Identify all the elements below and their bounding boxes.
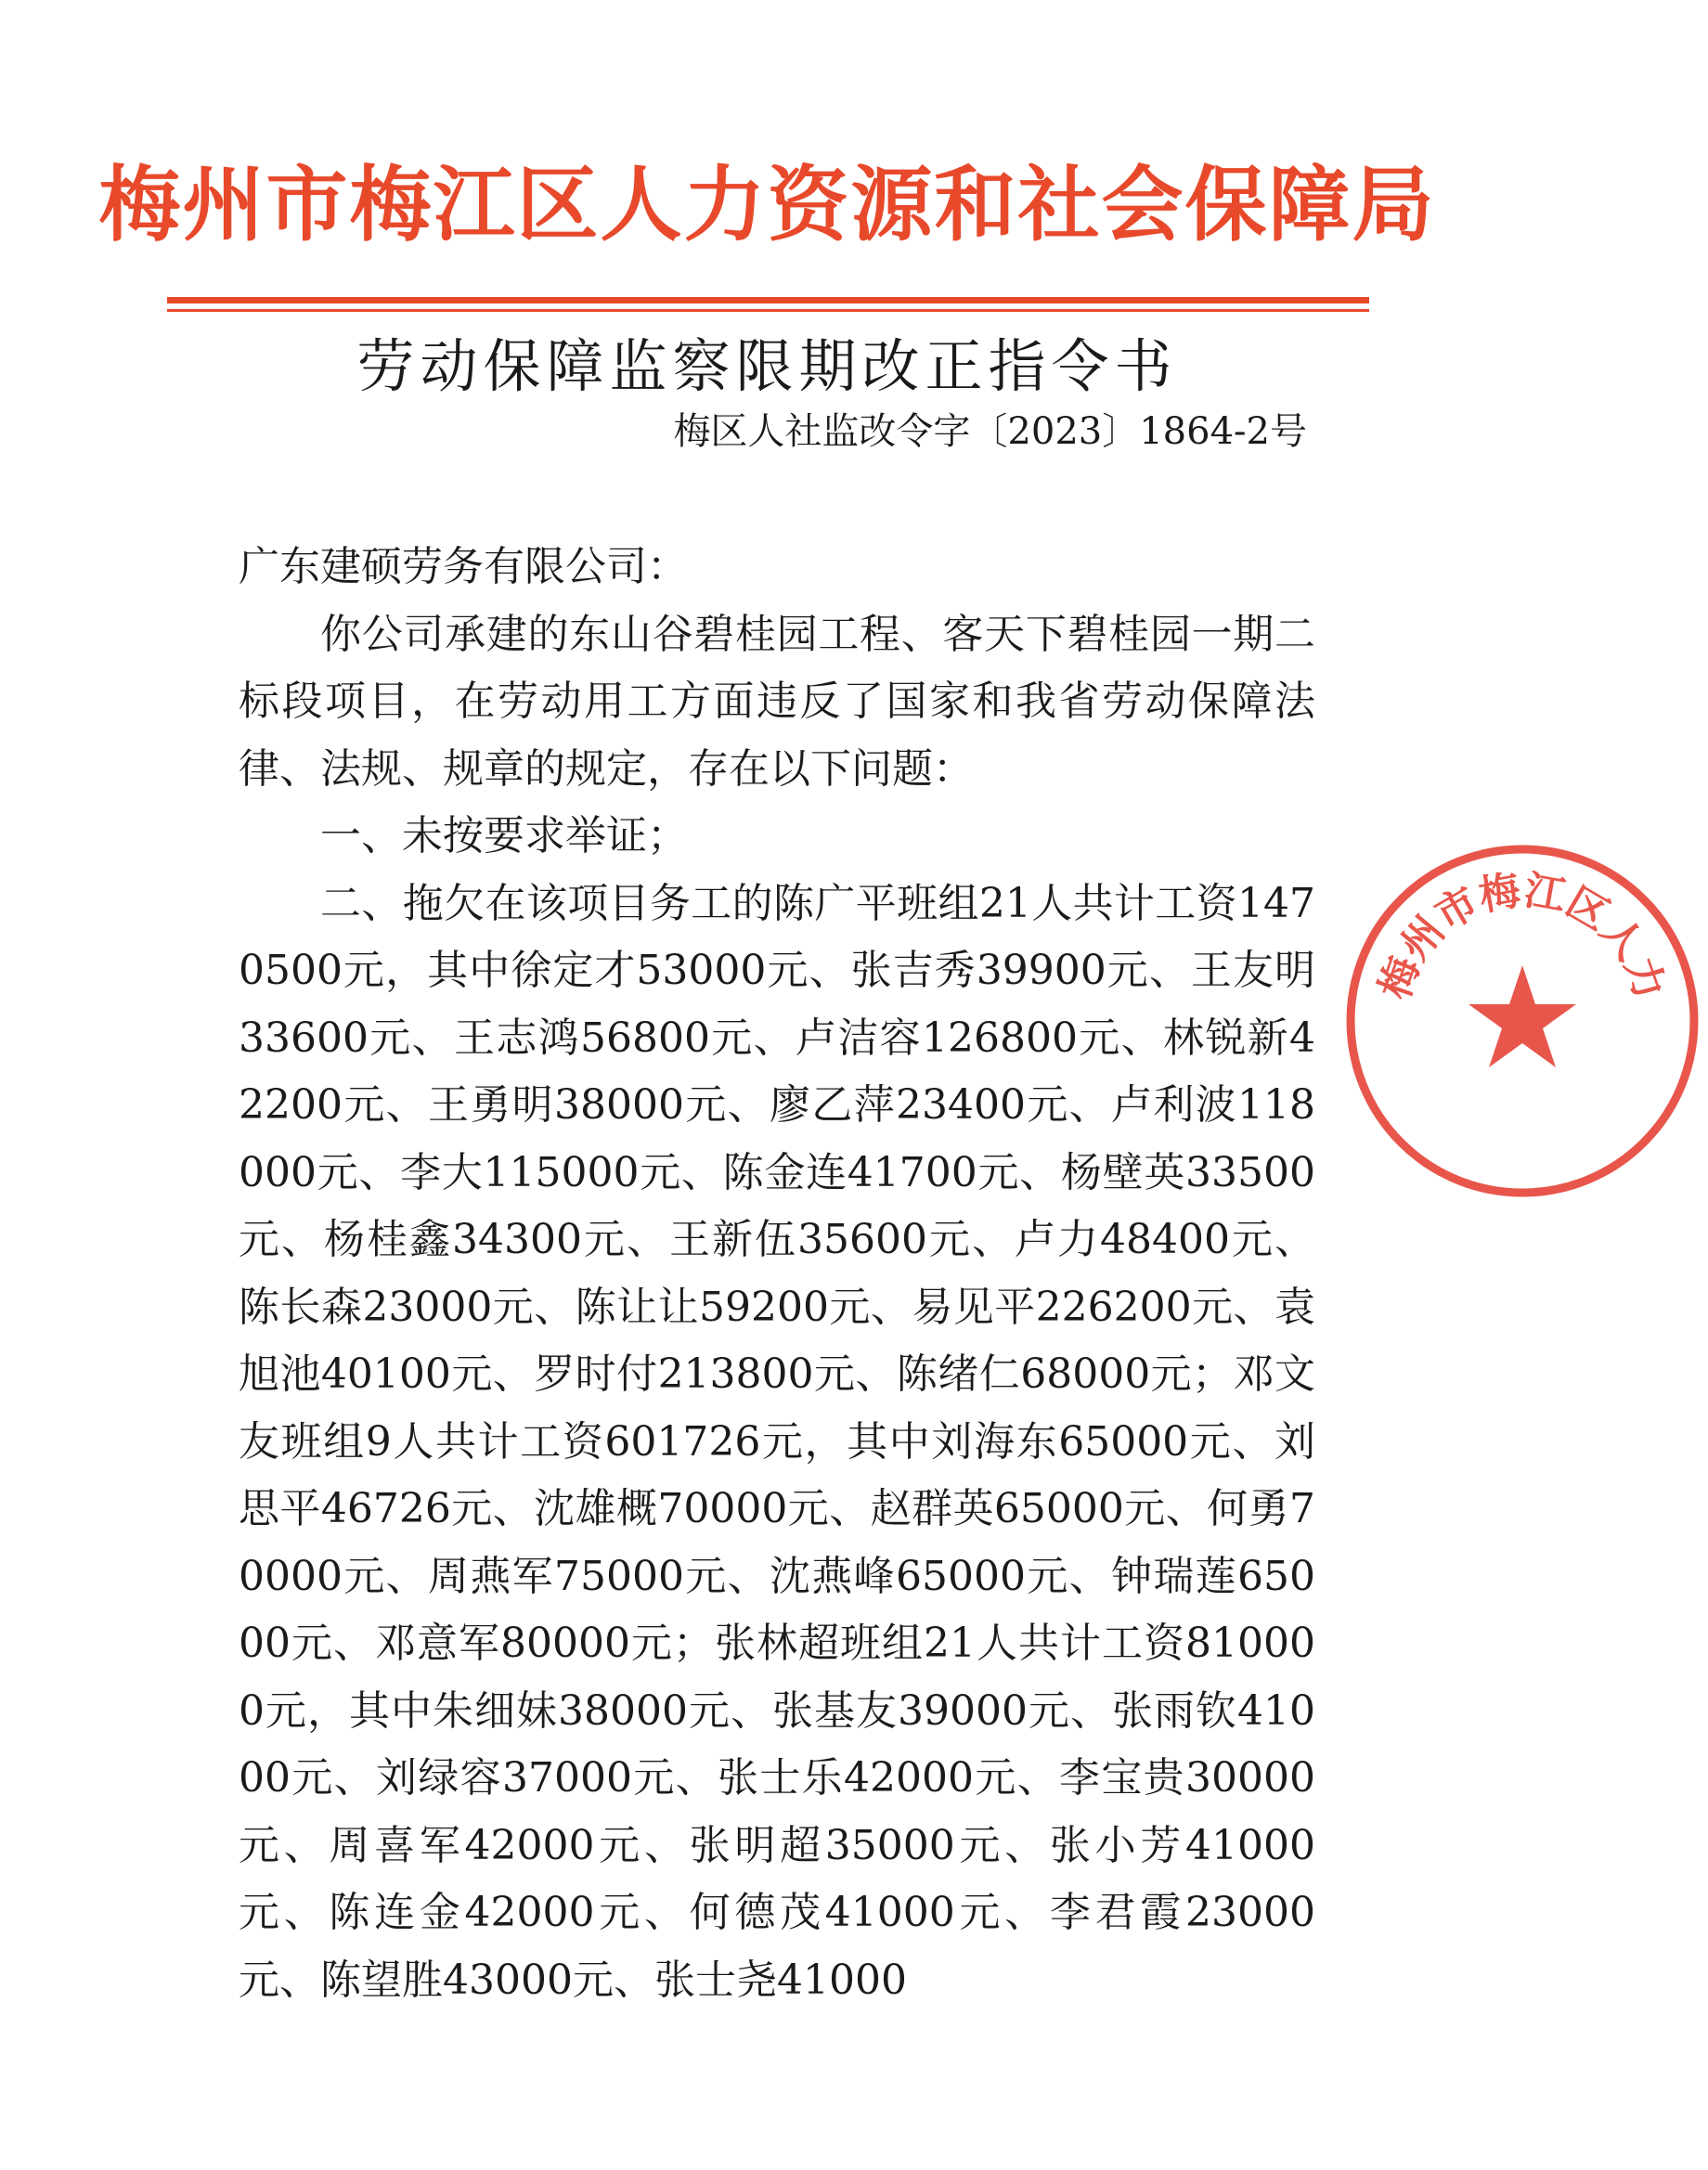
issue-item-2: 二、拖欠在该项目务工的陈广平班组21人共计工资1470500元，其中徐定才53000元、张吉秀39900元、王友明33600元、王志鸿56800元、卢洁容126800元、林锐新42200元、王勇明38000元、廖乙萍23400元、卢利波118000元、李大115000元、陈金连41700元、杨壁英33500元、杨桂鑫34300元、王新伍35600元、卢力48400元、陈长森23000元、陈让让59200元、易见平226200元、袁旭池40100元、罗时付213800元、陈绪仁68000元；邓文友班组9人共计工资601726元，其中刘海东65000元、刘思平46726元、沈雄概70000元、赵群英65000元、何勇70000元、周燕军75000元、沈燕峰65000元、钟瑞莲65000元、邓意军80000元；张林超班组21人共计工资810000元，其中朱细妹38000元、张基友39000元、张雨钦41000元、刘绿容37000元、张士乐42000元、李宝贵30000元、周喜军42000元、张明超35000元、张小芳41000元、陈连金42000元、何德茂41000元、李君霞23000元、陈望胜43000元、张士尧41000 — [239, 879, 1315, 2004]
red-divider-thin — [167, 309, 1369, 312]
intro-paragraph: 你公司承建的东山谷碧桂园工程、客天下碧桂园一期二标段项目，在劳动用工方面违反了国家和我省劳动保障法律、法规、规章的规定，存在以下问题： — [239, 610, 1315, 793]
document-title: 劳动保障监察限期改正指令书 — [356, 332, 1178, 400]
document-number: 梅区人社监改令字〔2023〕1864-2号 — [673, 410, 1307, 453]
official-seal-stamp — [1337, 835, 1708, 1207]
seal-star-icon — [1469, 965, 1576, 1067]
issuing-authority-title: 梅州市梅江区人力资源和社会保障局 — [98, 156, 1436, 252]
red-divider-thick — [167, 297, 1369, 304]
recipient-line: 广东建硕劳务有限公司： — [239, 543, 688, 590]
issue-item-1: 一、未按要求举证； — [320, 812, 688, 859]
seal-arc-text: 梅州市梅江区人力 — [1371, 866, 1674, 1005]
document-body — [239, 534, 1315, 2014]
